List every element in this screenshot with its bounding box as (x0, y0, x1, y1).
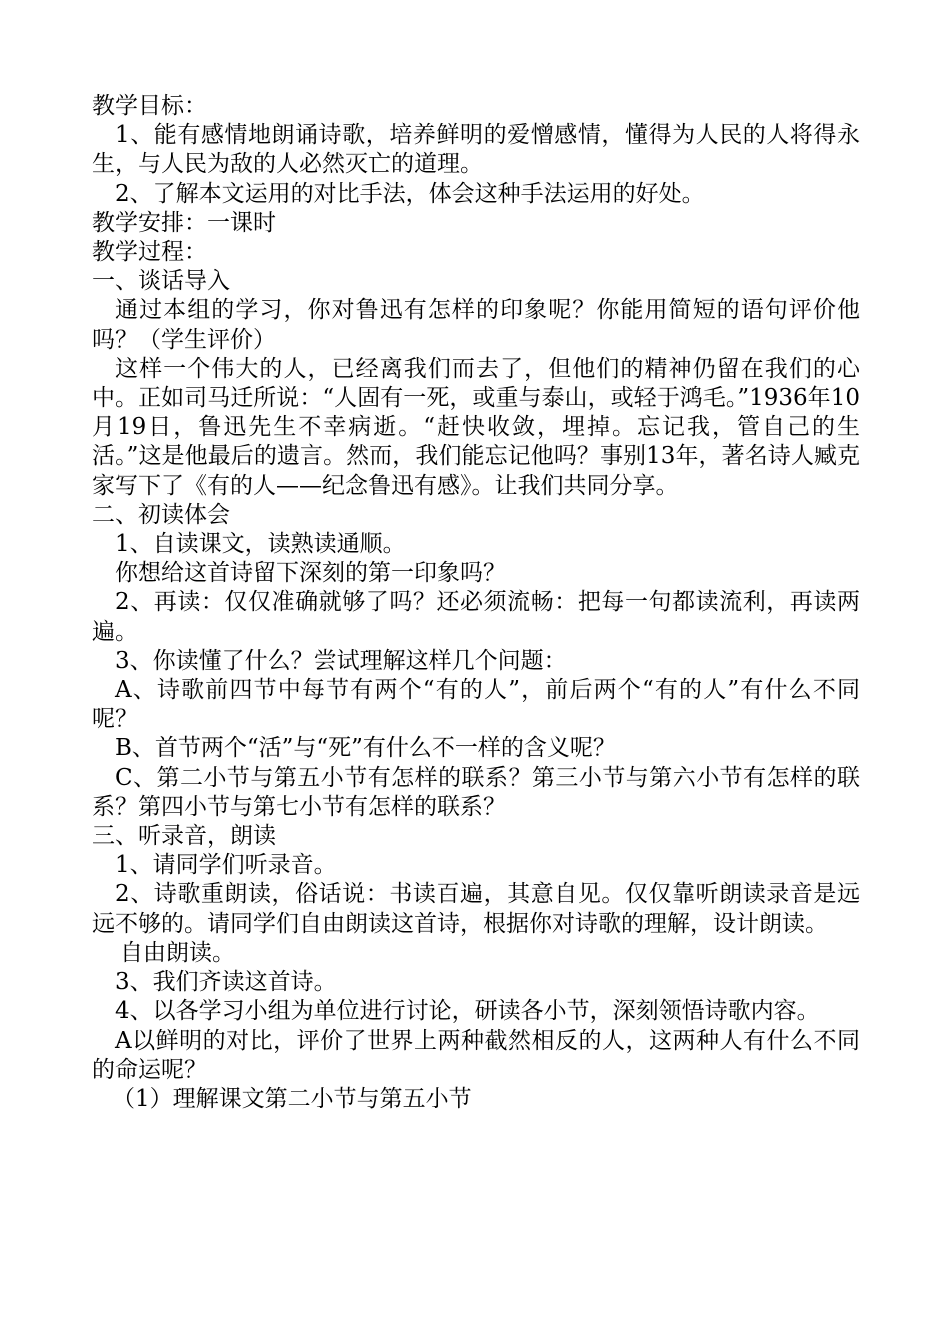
heading-teaching-goals: 教学目标： (92, 93, 207, 119)
section-heading-2: 二、初读体会 (92, 501, 230, 528)
list-item: 1、自读课文，读熟读通顺。 (115, 531, 406, 558)
list-item: 2、再读：仅仅准确就够了吗？还必须流畅：把每一句都读流利，再读两遍。 (92, 589, 860, 645)
goal-item-2: 2、了解本文运用的对比手法，体会这种手法运用的好处。 (115, 180, 705, 207)
question-item: B、首节两个“活”与“死”有什么不一样的含义呢？ (115, 735, 616, 762)
list-item: 2、诗歌重朗读，俗话说：书读百遍，其意自见。仅仅靠听朗读录音是远远不够的。请同学们自由朗读这首诗，根据你对诗歌的理解，设计朗读。 (92, 881, 860, 937)
list-item: 4、以各学习小组为单位进行讨论，研读各小节，深刻领悟诗歌内容。 (115, 998, 820, 1025)
question-item: A、诗歌前四节中每节有两个“有的人”，前后两个“有的人”有什么不同呢？ (92, 677, 860, 733)
heading-teaching-process: 教学过程： (92, 239, 207, 266)
sub-item: （1）理解课文第二小节与第五小节 (112, 1085, 472, 1112)
list-item: 3、我们齐读这首诗。 (115, 969, 337, 996)
paragraph: 自由朗读。 (120, 939, 235, 966)
document-body (92, 92, 860, 1114)
question-item: C、第二小节与第五小节有怎样的联系？第三小节与第六小节有怎样的联系？第四小节与第七小节有怎样的联系？ (92, 764, 860, 820)
paragraph: 这样一个伟大的人，已经离我们而去了，但他们的精神仍留在我们的心中。正如司马迁所说：“人固有一死，或重与泰山，或轻于鸿毛。”1936年10月19日，鲁迅先生不幸病逝。“赶快收敛，埋掉。忘记我，管自己的生活。”这是他最后的遗言。然而，我们能忘记他吗？事别13年，著名诗人臧克家写下了《有的人——纪念鲁迅有感》。让我们共同分享。 (92, 355, 860, 499)
section-heading-3: 三、听录音，朗读 (92, 823, 276, 850)
paragraph: 你想给这首诗留下深刻的第一印象吗？ (115, 560, 506, 587)
paragraph: 通过本组的学习，你对鲁迅有怎样的印象呢？你能用简短的语句评价他吗？（学生评价） (92, 297, 860, 353)
goal-item-1: 1、能有感情地朗诵诗歌，培养鲜明的爱憎感情，懂得为人民的人将得永生，与人民为敌的人必然灭亡的道理。 (92, 122, 860, 178)
list-item: 3、你读懂了什么？尝试理解这样几个问题： (115, 647, 567, 674)
paragraph: A以鲜明的对比，评价了世界上两种截然相反的人，这两种人有什么不同的命运呢？ (92, 1027, 860, 1083)
teaching-schedule: 教学安排：一课时 (92, 209, 276, 236)
section-heading-1: 一、谈话导入 (92, 268, 230, 295)
list-item: 1、请同学们听录音。 (115, 852, 337, 879)
